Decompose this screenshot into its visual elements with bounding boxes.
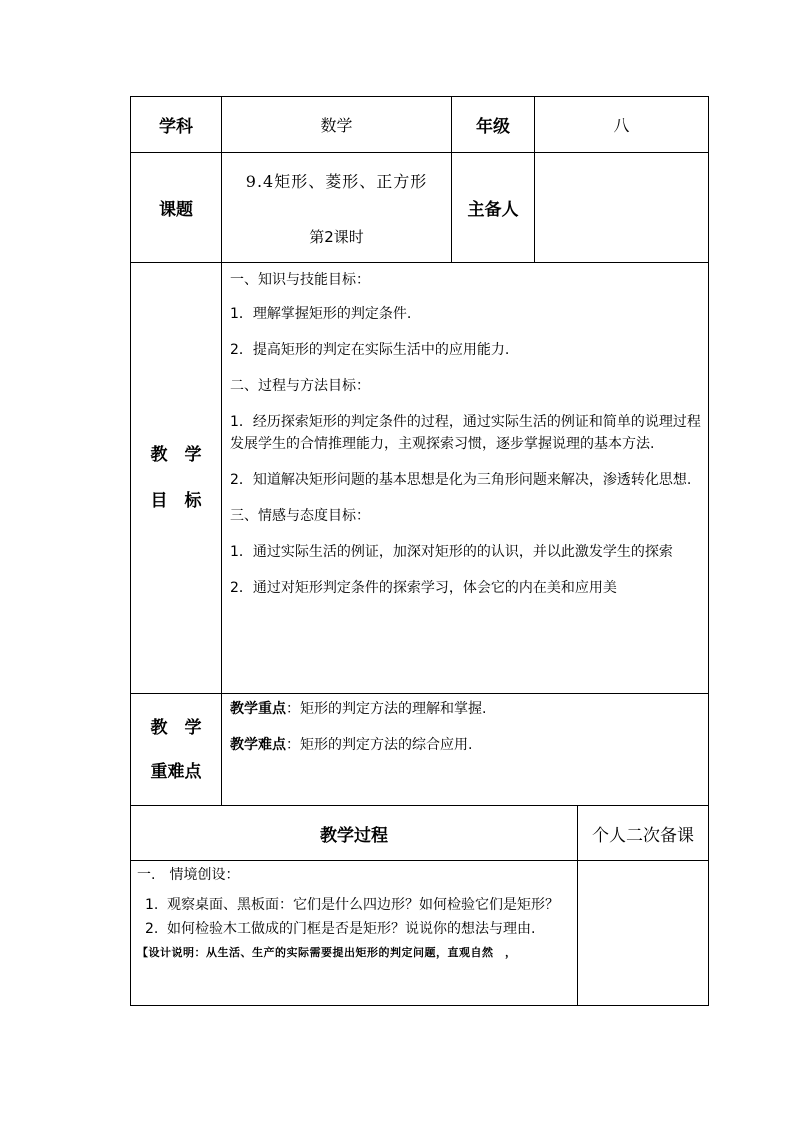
list-item [137,895,571,915]
header-row [131,97,709,153]
subject-label: 学科 [131,97,222,153]
goal-item: 2．提高矩形的判定在实际生活中的应用能力. [230,342,510,358]
goals-label-cell [131,263,222,694]
goal-item: 二、过程与方法目标： [230,378,370,394]
grade-label: 年级 [452,97,535,153]
goal-item: 1．经历探索矩形的判定条件的过程，通过实际生活的例证和简单的说理过程发展学生的合情推理能力，主观探索习惯，逐步掌握说理的基本方法. [230,414,701,452]
preparer-label: 主备人 [452,153,535,263]
design-note: 【设计说明：从生活、生产的实际需要提出矩形的判定问题，直观自然 ， [137,946,517,959]
process-header-row [131,806,709,861]
subject-value: 数学 [222,97,452,153]
key-points-label-cell [131,694,222,806]
preparer-value [535,153,709,263]
goal-item: 1．通过实际生活的例证，加深对矩形的的认识，并以此激发学生的探索 [230,544,673,560]
section-title: 一. 情境创设： [137,867,240,883]
goal-item: 1．理解掌握矩形的判定条件. [230,306,412,322]
side-notes-header: 个人二次备课 [578,806,709,861]
goals-label-line2: 目 标 [150,491,202,511]
process-content [131,861,578,1006]
key-points-content [222,694,709,806]
process-list [137,895,571,939]
goals-label-line1: 教 学 [150,445,202,465]
list-item [137,919,571,939]
focus-label: 教学重点 [230,701,286,717]
goal-item: 三、情感与态度目标： [230,508,370,524]
difficulty-label: 教学难点 [230,737,286,753]
topic-cell [222,153,452,263]
topic-session: 第2课时 [309,227,364,246]
focus-line [230,698,702,720]
list-item-text: 如何检验木工做成的门框是否是矩形？说说你的想法与理由. [167,921,536,937]
key-points-row [131,694,709,806]
process-content-row [131,861,709,1006]
list-item-number: 1. [145,897,159,913]
goal-item: 2．知道解决矩形问题的基本思想是化为三角形问题来解决，渗透转化思想. [230,472,692,488]
goal-item: 一、知识与技能目标： [230,272,370,288]
list-item-number: 2. [145,921,159,937]
goals-content [222,263,709,694]
lesson-plan-table [130,96,709,1006]
topic-label: 课题 [131,153,222,263]
key-points-label-line2: 重难点 [150,761,202,782]
difficulty-text: ：矩形的判定方法的综合应用. [286,737,473,753]
goal-item: 2．通过对矩形判定条件的探索学习，体会它的内在美和应用美 [230,580,617,596]
side-notes-cell [578,861,709,1006]
key-points-label-line1: 教 学 [150,717,202,738]
topic-title: 9.4矩形、菱形、正方形 [245,171,428,191]
goals-row [131,263,709,694]
process-header: 教学过程 [131,806,578,861]
focus-text: ：矩形的判定方法的理解和掌握. [286,701,487,717]
difficulty-line [230,734,702,756]
grade-value: 八 [535,97,709,153]
list-item-text: 观察桌面、黑板面：它们是什么四边形？如何检验它们是矩形？ [167,897,559,913]
topic-row [131,153,709,263]
